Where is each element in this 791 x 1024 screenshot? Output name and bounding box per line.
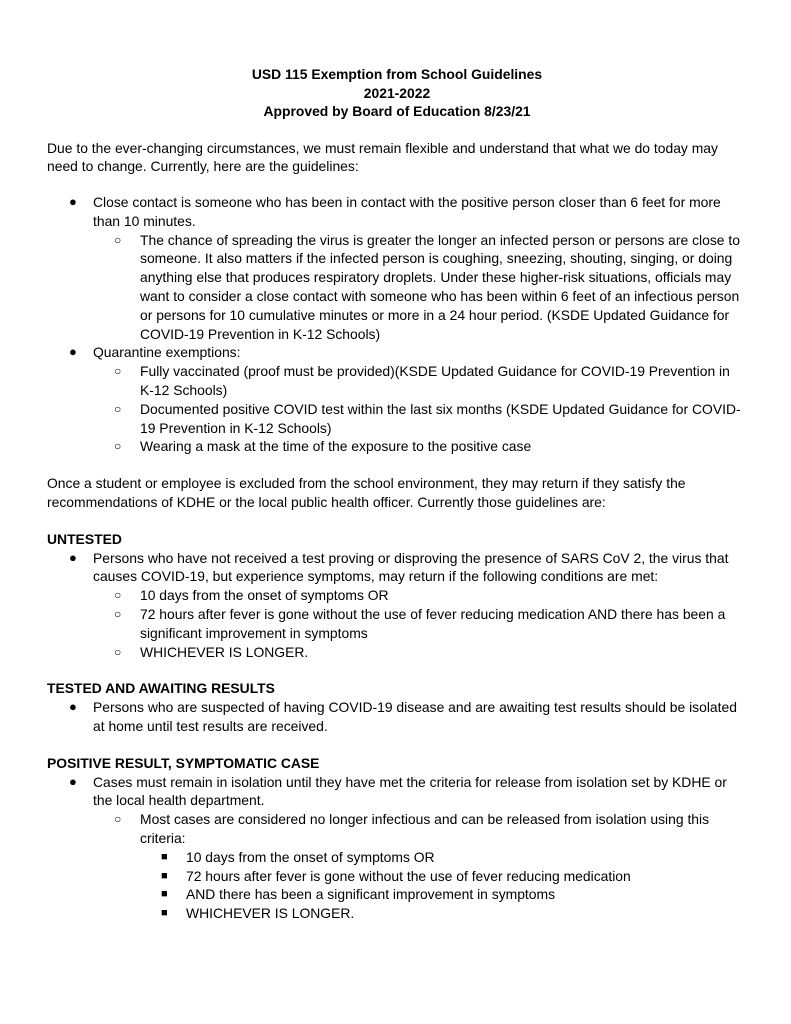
awaiting-list: [47, 698, 747, 736]
release-criterion: 10 days from the onset of symptoms OR: [186, 848, 435, 865]
quarantine-exemption: Fully vaccinated (proof must be provided)(KSDE Updated Guidance for COVID-19 Prevention in K-12 Schools): [140, 363, 730, 399]
bullet-icon: ●: [69, 194, 77, 210]
bullet-icon: ●: [69, 773, 77, 789]
circle-bullet-icon: ○: [114, 607, 122, 622]
close-contact-sublist: [93, 231, 747, 344]
positive-heading: POSITIVE RESULT, SYMPTOMATIC CASE: [47, 754, 320, 771]
untested-condition: 10 days from the onset of symptoms OR: [140, 587, 389, 604]
square-bullet-icon: ■: [161, 869, 168, 882]
list-item: [93, 231, 747, 344]
school-year: 2021-2022: [363, 84, 431, 101]
release-criterion: WHICHEVER IS LONGER.: [186, 905, 355, 922]
untested-text: Persons who have not received a test proving or disproving the presence of SARS CoV 2, the virus that causes COVID-19, but experience symptoms, may return if the following conditions are met:: [93, 549, 729, 585]
positive-sublist: [93, 810, 747, 923]
list-item: [140, 848, 747, 867]
list-item: [140, 904, 747, 923]
circle-bullet-icon: ○: [114, 644, 122, 659]
list-item: [140, 885, 747, 904]
bullet-icon: ●: [69, 549, 77, 565]
positive-list: [47, 773, 747, 923]
list-item: [93, 437, 747, 456]
intro-paragraph: Due to the ever-changing circumstances, we must remain flexible and understand that what we do today may need to change. Currently, here are the guidelines:: [47, 139, 718, 175]
release-criterion: 72 hours after fever is gone without the use of fever reducing medication: [186, 867, 631, 884]
list-item: [93, 586, 747, 605]
list-item: [93, 605, 747, 643]
untested-list: [47, 549, 747, 662]
release-criterion: AND there has been a significant improvement in symptoms: [186, 886, 556, 903]
awaiting-text: Persons who are suspected of having COVID-19 disease and are awaiting test results should be isolated at home until test results are received.: [93, 699, 737, 735]
bullet-icon: ●: [69, 344, 77, 360]
list-item: [93, 643, 747, 662]
quarantine-exemption: Wearing a mask at the time of the exposure to the positive case: [140, 438, 532, 455]
list-item: [47, 773, 747, 923]
approval-line: Approved by Board of Education 8/23/21: [263, 103, 531, 119]
square-bullet-icon: ■: [161, 907, 168, 920]
square-bullet-icon: ■: [161, 888, 168, 901]
list-item: [140, 867, 747, 886]
square-bullet-icon: ■: [161, 850, 168, 863]
untested-sublist: [93, 586, 747, 661]
circle-bullet-icon: ○: [114, 232, 122, 247]
circle-bullet-icon: ○: [114, 588, 122, 603]
circle-bullet-icon: ○: [114, 812, 122, 827]
untested-heading: UNTESTED: [47, 530, 122, 547]
quarantine-sublist: [93, 362, 747, 456]
bullet-icon: ●: [69, 699, 77, 715]
list-item: [93, 810, 747, 923]
untested-condition: WHICHEVER IS LONGER.: [140, 643, 309, 660]
guidelines-list: [47, 193, 747, 456]
circle-bullet-icon: ○: [114, 401, 122, 416]
awaiting-heading: TESTED AND AWAITING RESULTS: [47, 680, 275, 697]
circle-bullet-icon: ○: [114, 364, 122, 379]
list-item: [47, 698, 747, 736]
return-intro-paragraph: Once a student or employee is excluded from the school environment, they may return if they satisfy the recommendations of KDHE or the local public health officer. Currently those guidelines are:: [47, 475, 686, 511]
close-contact-detail: The chance of spreading the virus is greater the longer an infected person or persons are close to someone. It also matters if the infected person is coughing, sneezing, shouting, singing, or doing anything else that produces respiratory droplets. Under these higher-risk situations, officials may want to consider a close contact with someone who has been within 6 feet of an infectious person or persons for 10 cumulative minutes or more in a 24 hour period. (KSDE Updated Guidance for COVID-19 Prevention in K-12 Schools): [140, 231, 740, 342]
positive-sub-text: Most cases are considered no longer infectious and can be released from isolation using this criteria:: [140, 811, 710, 846]
list-item: [93, 400, 747, 438]
document-title: USD 115 Exemption from School Guidelines: [251, 66, 543, 82]
quarantine-exemption: Documented positive COVID test within the last six months (KSDE Updated Guidance for COVID-19 Prevention in K-12 Schools): [140, 400, 741, 436]
positive-text: Cases must remain in isolation until they have met the criteria for release from isolation set by KDHE or the local health department.: [93, 773, 727, 809]
document-page: [47, 65, 747, 923]
circle-bullet-icon: ○: [114, 439, 122, 454]
positive-criteria-list: [140, 848, 747, 923]
untested-condition: 72 hours after fever is gone without the use of fever reducing medication AND there has been a significant improvement in symptoms: [140, 606, 726, 641]
list-item: [47, 549, 747, 662]
list-item: [93, 362, 747, 400]
list-item-quarantine: [47, 343, 747, 456]
close-contact-text: Close contact is someone who has been in contact with the positive person closer than 6 feet for more than 10 minutes.: [93, 194, 721, 229]
quarantine-text: Quarantine exemptions:: [93, 344, 241, 361]
list-item-close-contact: [47, 193, 747, 343]
document-header: [47, 65, 747, 121]
